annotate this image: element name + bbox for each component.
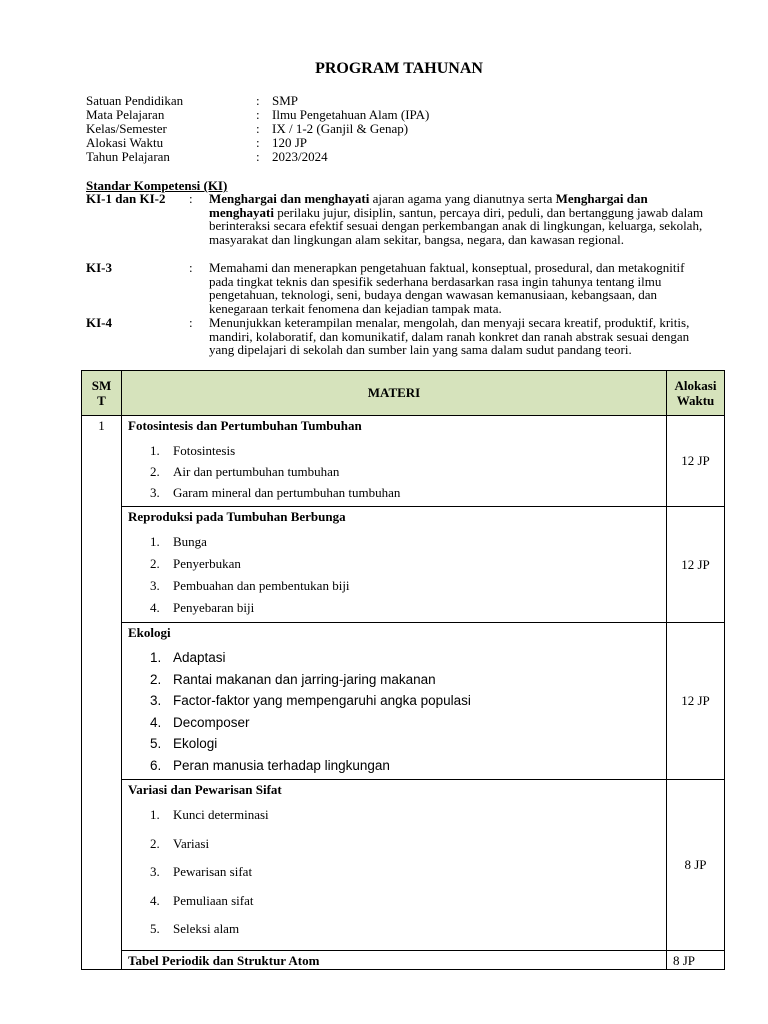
topic-number: 1. bbox=[150, 807, 160, 822]
topic-number: 6. bbox=[150, 757, 162, 773]
topic-item bbox=[150, 650, 666, 672]
identity-label: Satuan Pendidikan bbox=[86, 93, 184, 108]
identity-value: 120 JP bbox=[272, 135, 308, 150]
topic-label: Adaptasi bbox=[173, 650, 226, 665]
identity-colon: : bbox=[256, 149, 260, 164]
topic-label: Peran manusia terhadap lingkungan bbox=[173, 757, 390, 773]
program-table bbox=[81, 370, 725, 970]
topic-label: Penyebaran biji bbox=[173, 600, 255, 615]
identity-row bbox=[86, 122, 429, 136]
page-title: PROGRAM TAHUNAN bbox=[315, 60, 483, 77]
materi-cell bbox=[122, 950, 667, 969]
topic-label: Ekologi bbox=[173, 736, 218, 751]
topic-number: 2. bbox=[150, 835, 160, 851]
table-row bbox=[82, 950, 725, 969]
topic-item bbox=[150, 807, 666, 836]
topic-number: 2. bbox=[150, 671, 162, 687]
topic-item bbox=[150, 672, 666, 694]
identity-row bbox=[86, 108, 429, 122]
identity-colon: : bbox=[256, 93, 260, 108]
topic-item bbox=[150, 836, 666, 865]
ki-key: KI-1 dan KI-2 bbox=[86, 191, 166, 206]
alokasi-cell: 12 JP bbox=[667, 416, 725, 507]
topic-number: 4. bbox=[150, 714, 162, 730]
ki-text-run: Menghargai dan menghayati bbox=[209, 191, 648, 220]
table-row bbox=[82, 780, 725, 951]
table-row bbox=[82, 623, 725, 780]
identity-value: Ilmu Pengetahuan Alam (IPA) bbox=[272, 107, 430, 122]
ki-colon: : bbox=[189, 191, 193, 206]
ki-text bbox=[209, 316, 709, 357]
table-header-row bbox=[82, 371, 725, 416]
ki-key: KI-4 bbox=[86, 315, 112, 330]
ki-heading: Standar Kompetensi (KI) bbox=[86, 178, 228, 193]
ki-key: KI-3 bbox=[86, 260, 112, 275]
topic-number: 5. bbox=[150, 921, 160, 936]
topic-number: 3. bbox=[150, 864, 160, 879]
topic-number: 1. bbox=[150, 534, 160, 549]
topic-number: 3. bbox=[150, 485, 160, 500]
topic-item bbox=[150, 443, 666, 464]
topic-number: 1. bbox=[150, 650, 162, 665]
semester-cell: 1 bbox=[82, 416, 122, 970]
ki-colon: : bbox=[189, 260, 193, 275]
section-title: Ekologi bbox=[128, 625, 171, 640]
materi-cell bbox=[122, 623, 667, 780]
topic-label: Factor-faktor yang mempengaruhi angka populasi bbox=[173, 693, 471, 708]
identity-row bbox=[86, 150, 429, 164]
materi-cell bbox=[122, 416, 667, 507]
topic-number: 4. bbox=[150, 600, 160, 615]
section-title: Fotosintesis dan Pertumbuhan Tumbuhan bbox=[128, 418, 362, 433]
section-title: Tabel Periodik dan Struktur Atom bbox=[128, 952, 320, 968]
section-title: Variasi dan Pewarisan Sifat bbox=[128, 782, 282, 797]
topic-number: 3. bbox=[150, 693, 162, 708]
alokasi-cell: 12 JP bbox=[667, 507, 725, 623]
alokasi-cell: 12 JP bbox=[667, 623, 725, 780]
topic-label: Pewarisan sifat bbox=[173, 864, 253, 879]
topic-label: Bunga bbox=[173, 534, 207, 549]
ki-text-run: perilaku jujur, disiplin, santun, percaya diri, peduli, dan bertanggung jawab dalam berinteraksi secara efektif sesuai dengan perkembangan anak di lingkungan, keluarga, sekolah, masyarakat dan lingkungan alam sekitar, bangsa, negara, dan kawasan regional. bbox=[209, 204, 704, 247]
identity-colon: : bbox=[256, 121, 260, 136]
identity-colon: : bbox=[256, 107, 260, 122]
topic-number: 1. bbox=[150, 443, 160, 458]
topic-item bbox=[150, 864, 666, 893]
identity-value: 2023/2024 bbox=[272, 149, 328, 164]
topic-label: Pemuliaan sifat bbox=[173, 892, 254, 908]
identity-row bbox=[86, 94, 429, 108]
topic-label: Penyerbukan bbox=[173, 556, 241, 571]
topic-item bbox=[150, 600, 666, 622]
topic-item bbox=[150, 715, 666, 737]
topic-item bbox=[150, 693, 666, 715]
topic-label: Garam mineral dan pertumbuhan tumbuhan bbox=[173, 485, 401, 500]
ki-text bbox=[209, 261, 709, 315]
identity-label: Alokasi Waktu bbox=[86, 135, 164, 150]
alokasi-cell: 8 JP bbox=[667, 780, 725, 951]
topic-number: 4. bbox=[150, 892, 160, 908]
topic-item bbox=[150, 736, 666, 758]
table-row bbox=[82, 507, 725, 623]
identity-row bbox=[86, 136, 429, 150]
topic-list bbox=[122, 641, 666, 779]
ki-colon: : bbox=[189, 315, 193, 330]
header-alokasi: Alokasi Waktu bbox=[667, 371, 725, 416]
topic-label: Decomposer bbox=[173, 714, 250, 730]
topic-label: Seleksi alam bbox=[173, 921, 240, 936]
topic-item bbox=[150, 758, 666, 780]
ki-text-run: Menghargai dan menghayati bbox=[209, 191, 370, 206]
ki-text-run: Memahami dan menerapkan pengetahuan faktual, konseptual, prosedural, dan metakognitif pada tingkat teknis dan spesifik sederhana berdasarkan rasa ingin tahunya tentang ilmu pengetahuan, teknologi, seni, budaya dengan wawasan kemanusiaan, kebangsaan, dan kenegaraan terkait fenomena dan kejadian tampak mata. bbox=[209, 260, 685, 316]
topic-item bbox=[150, 578, 666, 600]
identity-block bbox=[86, 94, 429, 164]
section-title: Reproduksi pada Tumbuhan Berbunga bbox=[128, 509, 346, 524]
topic-label: Air dan pertumbuhan tumbuhan bbox=[173, 464, 340, 479]
identity-value: SMP bbox=[272, 93, 299, 108]
topic-item bbox=[150, 893, 666, 922]
topic-label: Fotosintesis bbox=[173, 443, 236, 458]
topic-item bbox=[150, 485, 666, 506]
identity-value: IX / 1-2 (Ganjil & Genap) bbox=[272, 121, 409, 136]
topic-label: Rantai makanan dan jarring-jaring makanan bbox=[173, 671, 436, 687]
topic-item bbox=[150, 534, 666, 556]
topic-list bbox=[122, 525, 666, 622]
topic-number: 2. bbox=[150, 556, 160, 571]
topic-label: Kunci determinasi bbox=[173, 807, 269, 822]
ki-text-run: Menunjukkan keterampilan menalar, mengolah, dan menyaji secara kreatif, produktif, kritis, mandiri, kolaboratif, dan komunikatif, dalam ranah konkret dan ranah abstrak sesuai dengan yang dipelajari di sekolah dan sumber lain yang sama dalam sudut pandang teori. bbox=[209, 315, 690, 357]
topic-item bbox=[150, 464, 666, 485]
topic-label: Pembuahan dan pembentukan biji bbox=[173, 578, 350, 593]
alokasi-cell: 8 JP bbox=[667, 950, 725, 969]
topic-number: 2. bbox=[150, 464, 160, 479]
identity-label: Kelas/Semester bbox=[86, 121, 167, 136]
topic-list bbox=[122, 798, 666, 950]
topic-list bbox=[122, 434, 666, 506]
identity-colon: : bbox=[256, 135, 260, 150]
topic-number: 5. bbox=[150, 736, 162, 751]
header-materi: MATERI bbox=[122, 371, 667, 416]
materi-cell bbox=[122, 780, 667, 951]
table-row bbox=[82, 416, 725, 507]
topic-item bbox=[150, 556, 666, 578]
ki-text-run: ajaran agama yang dianutnya serta bbox=[369, 191, 556, 206]
topic-item bbox=[150, 921, 666, 950]
materi-cell bbox=[122, 507, 667, 623]
topic-number: 3. bbox=[150, 578, 160, 593]
identity-label: Tahun Pelajaran bbox=[86, 149, 170, 164]
topic-label: Variasi bbox=[173, 835, 210, 851]
ki-text bbox=[209, 192, 709, 246]
identity-label: Mata Pelajaran bbox=[86, 107, 165, 122]
header-smt: SM T bbox=[82, 371, 122, 416]
